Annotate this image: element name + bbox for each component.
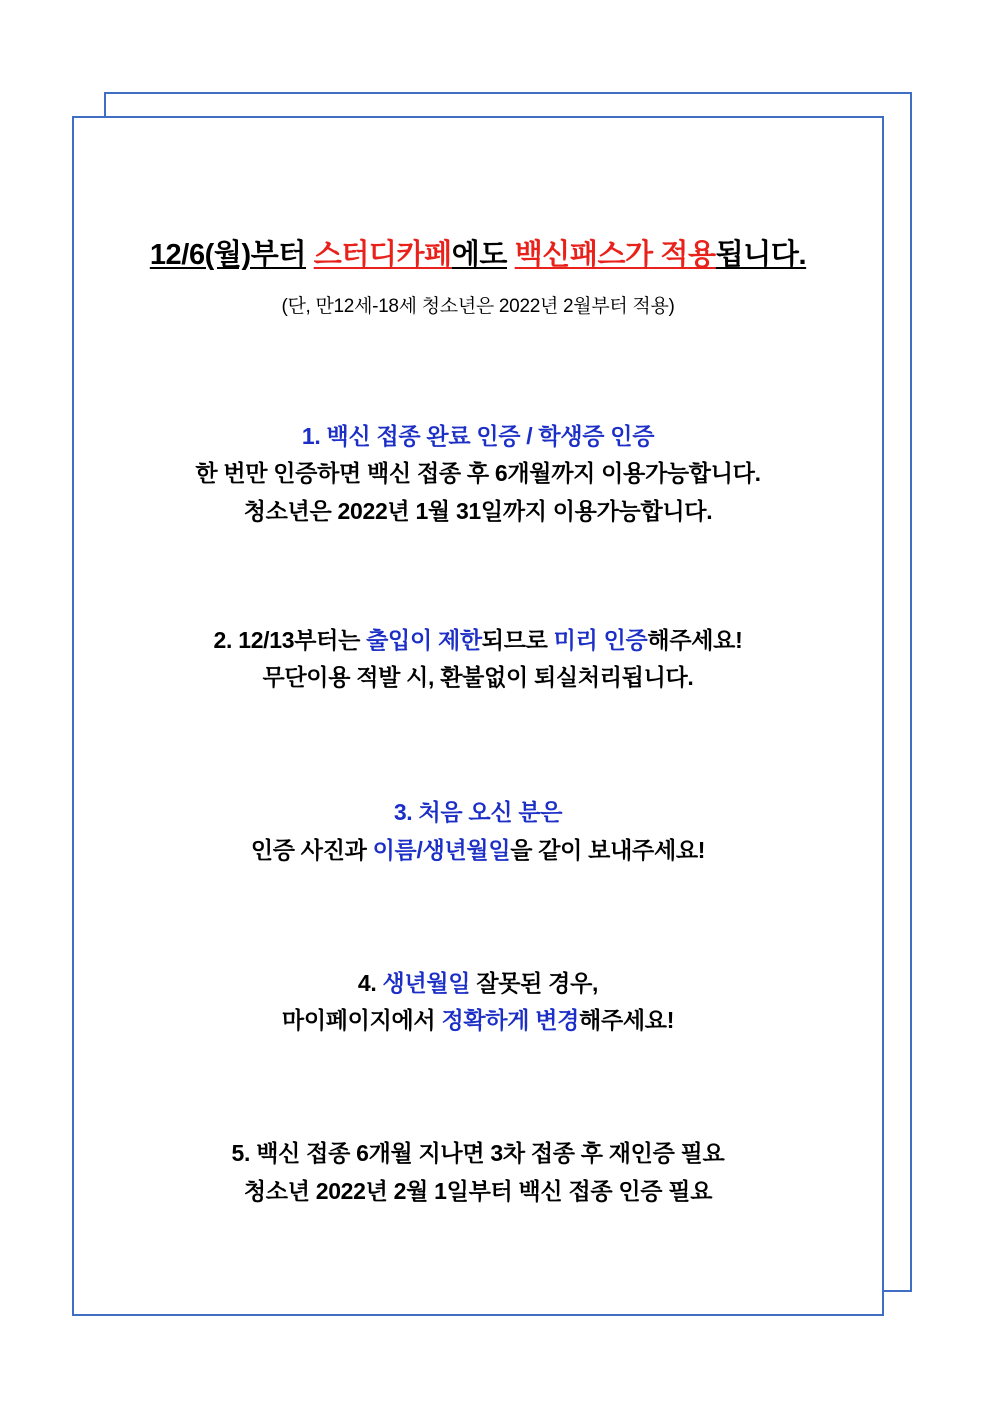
section-1-line-1-text: 한 번만 인증하면 백신 접종 후 6개월까지 이용가능합니다. [195, 460, 761, 487]
title-part-studycafe: 스터디카페 [313, 239, 452, 271]
section-4-seg-4: 마이페이지에서 [281, 1007, 442, 1034]
section-1 [72, 418, 884, 530]
section-4-line-2 [72, 1002, 884, 1039]
section-4-line-1 [72, 965, 884, 1002]
section-3-seg-3: 을 같이 보내주세요! [510, 836, 706, 863]
section-4-seg-2: 생년월일 [382, 969, 471, 996]
section-3-heading-text: 처음 오신 분은 [418, 799, 563, 826]
title-part-date: 12/6(월)부터 [149, 239, 307, 271]
section-5-line-1-text: 5. 백신 접종 6개월 지나면 3차 접종 후 재인증 필요 [231, 1140, 725, 1167]
section-4-seg-5: 정확하게 변경 [441, 1007, 580, 1034]
title-block [72, 236, 884, 318]
subtitle: (단, 만12세-18세 청소년은 2022년 2월부터 적용) [281, 296, 675, 318]
title-part-ending: 됩니다. [715, 239, 807, 271]
section-5-line-2-text: 청소년 2022년 2월 1일부터 백신 접종 인증 필요 [243, 1177, 713, 1204]
title-part-vaccinepass: 백신패스가 적용 [514, 239, 716, 271]
section-2 [72, 622, 884, 697]
section-1-line-1 [72, 455, 884, 492]
section-3-number: 3. [393, 799, 419, 826]
section-4-number: 4. [357, 969, 383, 996]
section-2-line-2-text: 무단이용 적발 시, 환불없이 퇴실처리됩니다. [262, 664, 694, 691]
page-title [72, 236, 884, 275]
section-4-seg-6: 해주세요! [579, 1007, 675, 1034]
section-3-line-2 [72, 832, 884, 869]
section-5 [72, 1135, 884, 1210]
section-2-seg-4: 미리 인증 [553, 626, 648, 653]
section-1-number: 1. [301, 423, 321, 450]
section-5-line-1 [72, 1135, 884, 1172]
section-3-line-1 [72, 794, 884, 831]
section-2-seg-3: 되므로 [481, 626, 554, 653]
section-4-seg-3: 잘못된 경우, [470, 969, 599, 996]
section-1-heading-text: 백신 접종 완료 인증 / 학생증 인증 [326, 423, 655, 450]
notice-content [72, 116, 884, 1316]
section-3 [72, 794, 884, 869]
section-3-seg-2: 이름/생년월일 [372, 836, 511, 863]
section-3-seg-1: 인증 사진과 [250, 836, 373, 863]
section-2-seg-1: 2. 12/13부터는 [213, 626, 367, 653]
section-1-line-2-text: 청소년은 2022년 1월 31일까지 이용가능합니다. [243, 497, 713, 524]
section-5-line-2 [72, 1173, 884, 1210]
section-1-heading [72, 418, 884, 455]
section-1-line-2 [72, 493, 884, 530]
section-4 [72, 965, 884, 1040]
section-2-seg-5: 해주세요! [647, 626, 743, 653]
title-part-ae-do: 에도 [451, 239, 508, 271]
section-2-line-2 [72, 659, 884, 696]
section-2-seg-2: 출입이 제한 [366, 626, 482, 653]
section-2-line-1 [72, 622, 884, 659]
